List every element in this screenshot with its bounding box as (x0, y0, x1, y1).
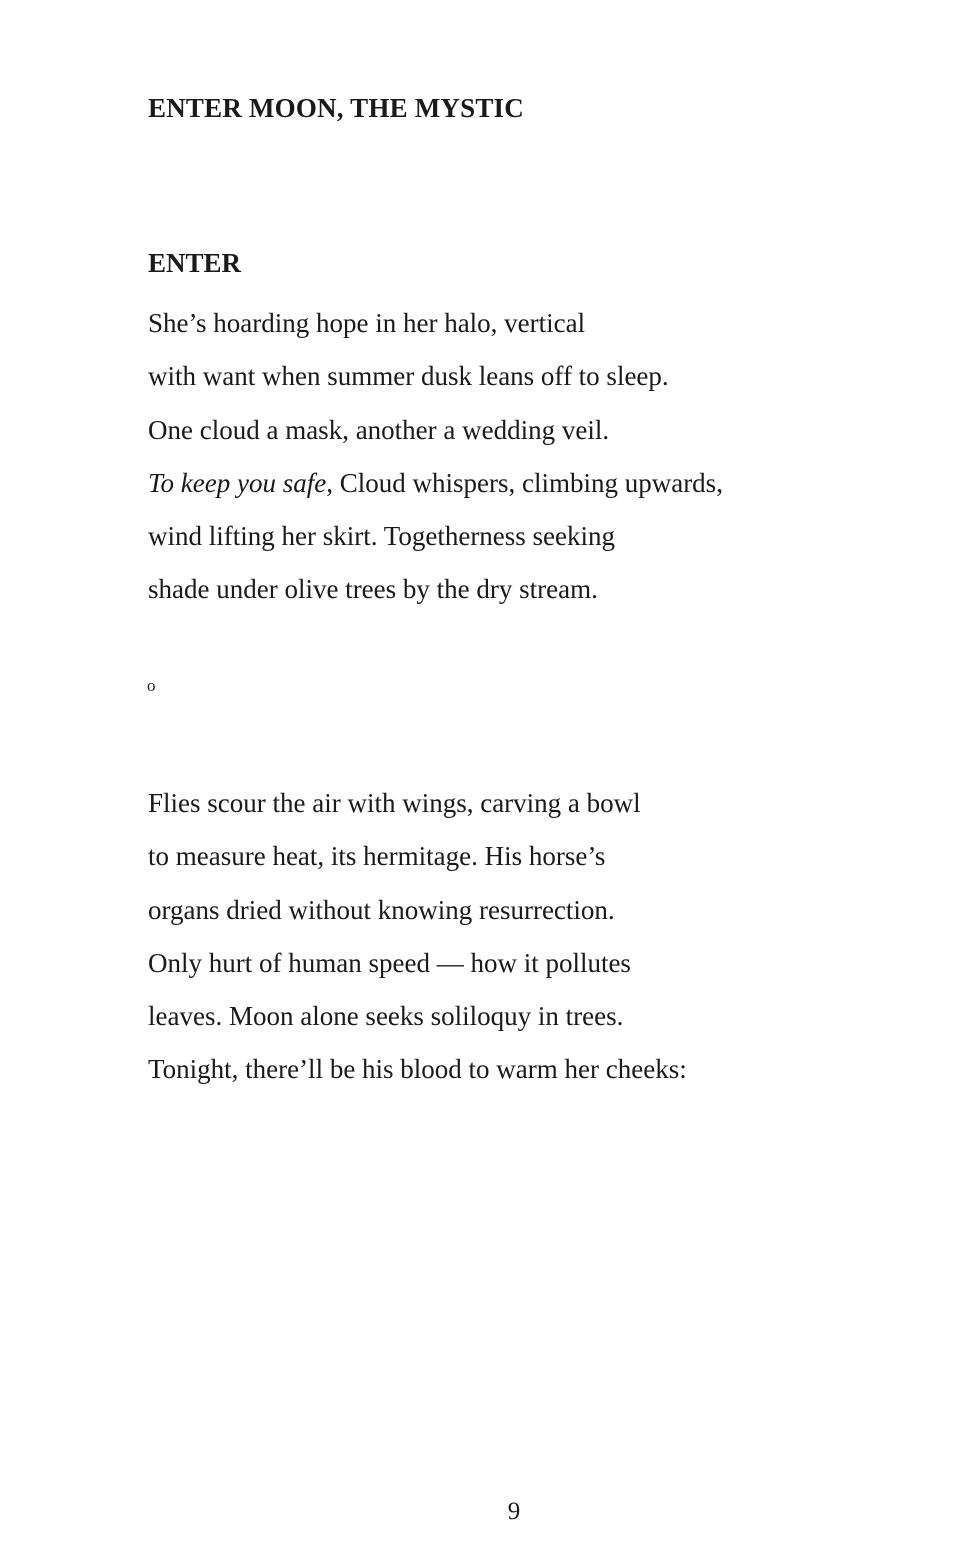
page-number: 9 (507, 1498, 521, 1525)
section-heading: ENTER (148, 248, 242, 278)
stanza-1 (148, 297, 723, 617)
poem-line: to measure heat, its hermitage. His horse’s (148, 841, 606, 872)
poem-line: One cloud a mask, another a wedding veil. (148, 414, 610, 445)
poem-line: Only hurt of human speed — how it pollutes (148, 947, 631, 978)
italic-phrase: To keep you safe (148, 467, 327, 498)
stanza-2 (148, 777, 687, 1097)
poem-line: with want when summer dusk leans off to sleep. (148, 361, 669, 392)
poem-line: Flies scour the air with wings, carving a bowl (148, 788, 641, 818)
poem-line: wind lifting her skirt. Togetherness seeking (148, 521, 616, 552)
poem-line: shade under olive trees by the dry stream. (148, 574, 598, 605)
poem-line: organs dried without knowing resurrection. (148, 894, 615, 925)
poem-line: leaves. Moon alone seeks soliloquy in trees. (148, 1001, 624, 1032)
poem-line: She’s hoarding hope in her halo, vertical (148, 308, 586, 338)
section-divider: o (147, 676, 156, 695)
poem-line: To keep you safe, Cloud whispers, climbing upwards, (148, 467, 723, 498)
poem-title: ENTER MOON, THE MYSTIC (148, 93, 524, 123)
poem-line: Tonight, there’ll be his blood to warm her cheeks: (148, 1054, 687, 1085)
poem-line-rest: Cloud whispers, climbing upwards, (339, 467, 723, 498)
